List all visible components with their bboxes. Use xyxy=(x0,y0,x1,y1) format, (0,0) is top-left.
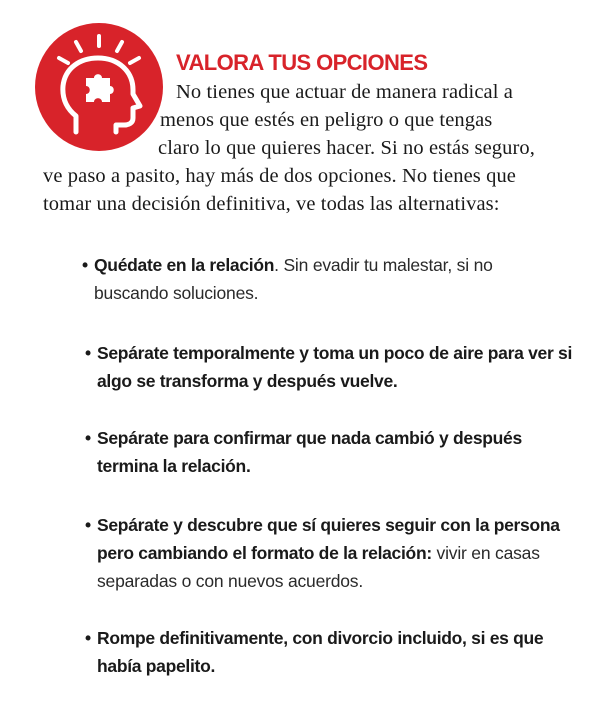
list-item xyxy=(85,624,567,680)
bullet-icon: • xyxy=(85,628,92,648)
head-puzzle-idea-icon xyxy=(32,20,166,154)
option-normal-text: . Sin evadir tu malestar, si no buscando soluciones. xyxy=(94,255,493,303)
option-bold-text: Rompe definitivamente, con divorcio incluido, si es que había papelito. xyxy=(97,628,544,676)
option-bold-text: Sepárate para confirmar que nada cambió y después termina la relación. xyxy=(97,428,522,476)
option-bold-text: Quédate en la relación xyxy=(94,255,275,275)
intro-line: No tienes que actuar de manera radical a xyxy=(176,81,513,103)
option-normal-text: vivir en casas separadas o con nuevos acuerdos. xyxy=(97,543,540,591)
bullet-icon: • xyxy=(85,515,92,535)
intro-line: ve paso a pasito, hay más de dos opciones. No tienes que xyxy=(43,165,517,187)
list-item xyxy=(82,251,514,307)
list-item xyxy=(85,511,572,595)
bullet-icon: • xyxy=(85,428,92,448)
intro-line: menos que estés en peligro o que tengas xyxy=(160,109,493,131)
option-bold-text: Sepárate temporalmente y toma un poco de aire para ver si algo se transforma y después vuelve. xyxy=(97,343,573,391)
bullet-icon: • xyxy=(82,255,89,275)
list-item xyxy=(85,339,582,395)
list-item xyxy=(85,424,577,480)
section-heading: VALORA TUS OPCIONES xyxy=(176,50,428,75)
intro-line: claro lo que quieres hacer. Si no estás seguro, xyxy=(158,137,536,159)
intro-line: tomar una decisión definitiva, ve todas las alternativas: xyxy=(43,193,500,215)
option-bold-text: Sepárate y descubre que sí quieres seguir con la persona pero cambiando el formato de la relación: xyxy=(97,515,560,563)
bullet-icon: • xyxy=(85,343,92,363)
